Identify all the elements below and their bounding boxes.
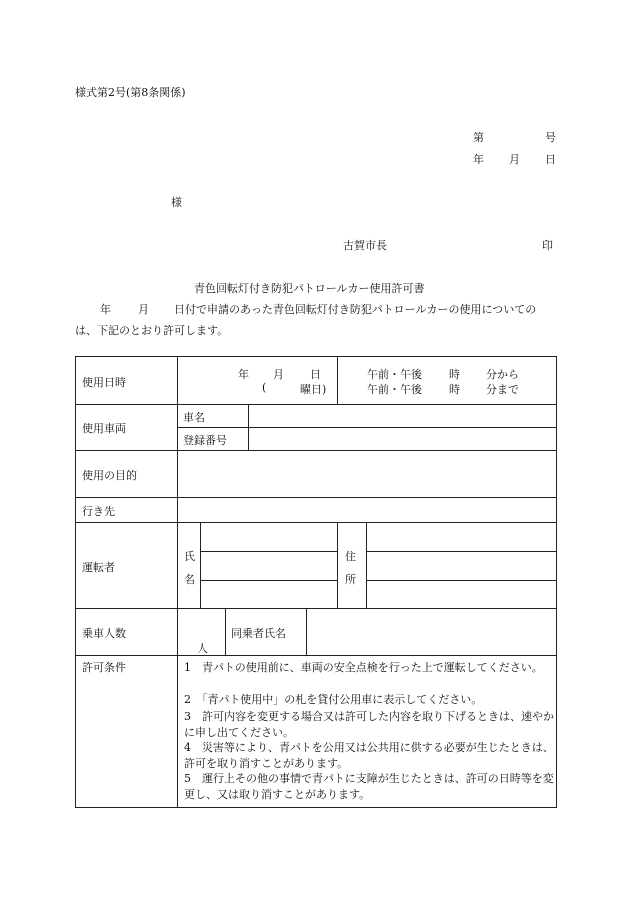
label-destination: 行き先 <box>82 505 115 518</box>
seal-mark: 印 <box>542 239 553 252</box>
usage-month: 月 <box>273 368 284 381</box>
usage-year: 年 <box>238 368 249 381</box>
issuer-name: 古賀市長 <box>343 239 387 252</box>
date-month: 月 <box>509 153 520 166</box>
label-purpose: 使用の目的 <box>82 469 137 482</box>
body-year: 年 <box>100 303 111 316</box>
label-usage-datetime: 使用日時 <box>82 376 126 389</box>
usage-to-hour: 時 <box>449 383 460 396</box>
usage-from-ampm: 午前・午後 <box>367 368 422 381</box>
usage-weekday-open: ( <box>262 381 267 394</box>
condition-item-2: 2 「青パト使用中」の札を貸付公用車に表示してください。 <box>184 693 483 706</box>
label-conditions: 許可条件 <box>82 661 126 674</box>
condition-item-1: 1 青パトの使用前に、車両の安全点検を行った上で運転してください。 <box>184 661 543 674</box>
label-driver: 運転者 <box>82 561 115 574</box>
date-day: 日 <box>545 153 556 166</box>
document-title: 青色回転灯付き防犯パトロールカー使用許可書 <box>194 282 425 295</box>
usage-weekday-close: 曜日) <box>300 383 327 396</box>
label-driver-address-1: 住 <box>345 550 356 563</box>
form-number: 様式第2号(第8条関係) <box>75 86 186 99</box>
label-driver-address-2: 所 <box>345 573 356 586</box>
label-driver-name-1: 氏 <box>184 550 195 563</box>
body-text-line2: は、下記のとおり許可します。 <box>75 324 229 337</box>
label-vehicle-name: 車名 <box>183 411 205 424</box>
condition-item-3: 3 許可内容を変更する場合又は許可した内容を取り下げるときは、速やかに申し出てください。 <box>184 710 554 739</box>
body-month: 月 <box>138 303 149 316</box>
usage-from-minute: 分から <box>486 368 519 381</box>
date-year: 年 <box>473 153 484 166</box>
label-registration-number: 登録番号 <box>183 434 227 447</box>
passenger-count-unit: 人 <box>197 642 208 655</box>
doc-number-suffix: 号 <box>545 131 556 144</box>
label-passenger-count: 乗車人数 <box>82 627 126 640</box>
addressee-suffix: 様 <box>171 196 182 209</box>
body-text-line1: 日付で申請のあった青色回転灯付き防犯パトロールカーの使用についての <box>174 303 537 316</box>
label-vehicle: 使用車両 <box>82 422 126 435</box>
doc-number-prefix: 第 <box>473 131 484 144</box>
usage-from-hour: 時 <box>449 368 460 381</box>
condition-item-5: 5 運行上その他の事情で青パトに支障が生じたときは、許可の日時等を変更し、又は取り消すことがあります。 <box>184 772 554 801</box>
condition-item-4: 4 災害等により、青パトを公用又は公共用に供する必要が生じたときは、許可を取り消すことがあります。 <box>184 741 554 770</box>
usage-day: 日 <box>310 368 321 381</box>
usage-to-minute: 分まで <box>486 383 519 396</box>
usage-to-ampm: 午前・午後 <box>367 383 422 396</box>
label-passenger-names: 同乗者氏名 <box>231 627 286 640</box>
label-driver-name-2: 名 <box>184 573 195 586</box>
